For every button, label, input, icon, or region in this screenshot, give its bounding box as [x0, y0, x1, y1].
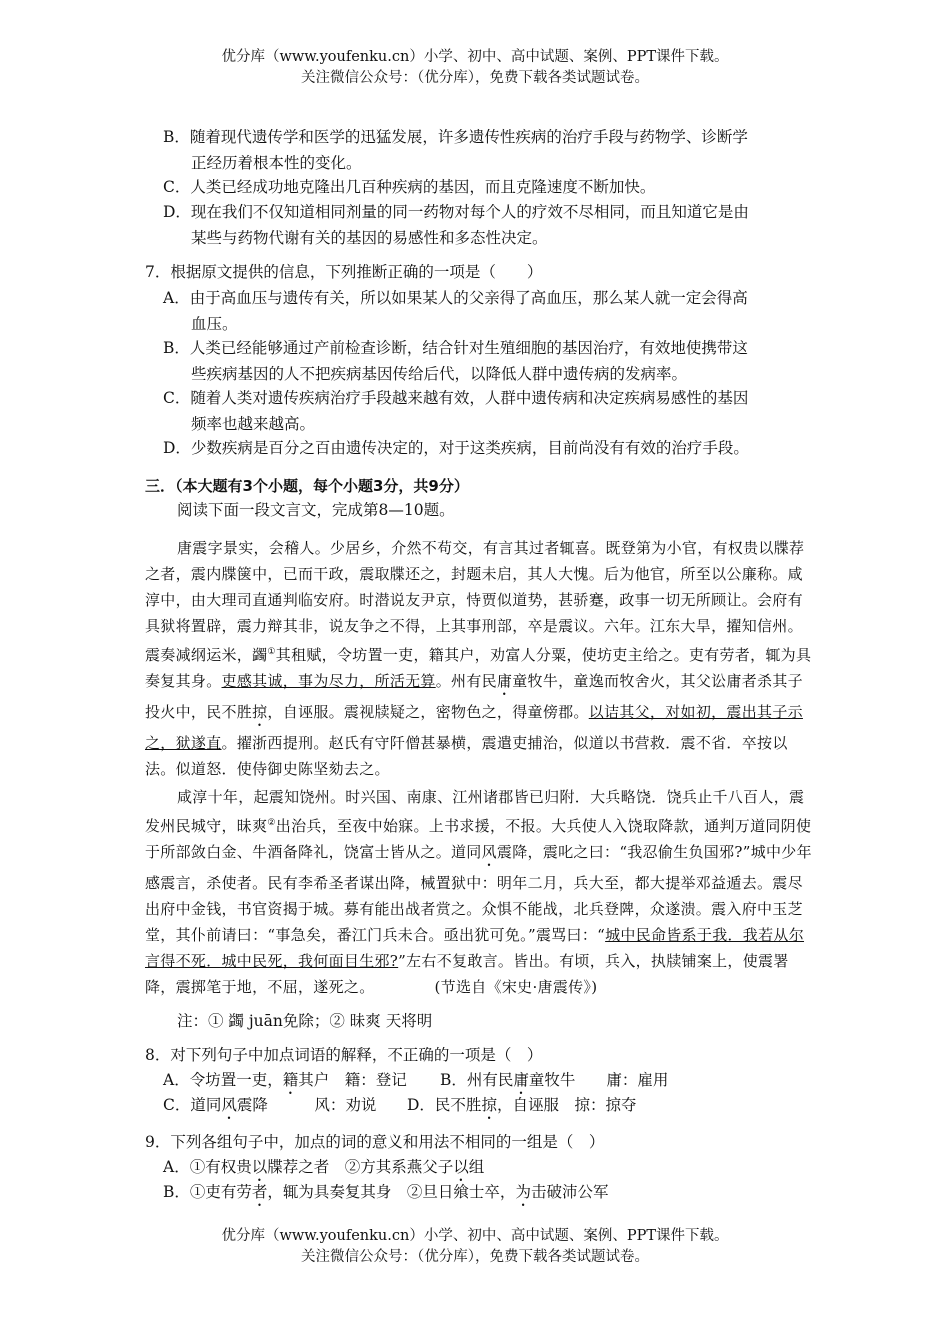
q6-option-d	[163, 199, 823, 251]
q9-option-text: 牒荐之者 ②方其系燕父子	[267, 1158, 454, 1176]
passage-text: 童牧牛，童逸而牧舍火，其父讼庸者杀其子投火中，民不胜	[145, 672, 803, 721]
q6-option-c	[163, 174, 823, 200]
q8-option-text: 童牧牛 庸：雇用	[528, 1071, 669, 1089]
q8-option-text: ，自诬服 掠：掠夺	[496, 1096, 637, 1114]
passage-paragraph-2	[145, 784, 815, 1000]
q7-option-c-line2: 频率也越来越高。	[191, 415, 316, 433]
q8-option-text: C．道同	[163, 1096, 222, 1114]
dotted-word-yong: 庸	[496, 672, 513, 690]
passage-text: ”左右不复敢言。皆出。有顷，兵入，执牍铺案上，使震署降，震掷笔于地，不屈，遂死之。	[145, 952, 789, 996]
dotted-word-yi: 以	[251, 1158, 268, 1176]
dotted-word-wei: 为	[515, 1183, 531, 1201]
page-footer	[0, 1226, 950, 1268]
q8-option-text: B．州有民	[440, 1071, 514, 1089]
q8-option-text: 其户 籍：登记	[298, 1071, 407, 1089]
dotted-word-lue: 掠	[481, 1096, 497, 1114]
passage-note: 注：① 蠲 juān免除；② 昧爽 天将明	[177, 1012, 433, 1030]
q6-option-b-line1: B．随着现代遗传学和医学的迅猛发展，许多遗传性疾病的治疗手段与药物学、诊断学	[163, 128, 748, 146]
q6-option-d-line2: 某些与药物代谢有关的基因的易感性和多态性决定。	[191, 229, 548, 247]
passage-paragraph-1	[145, 535, 815, 782]
q9-option-text: ，辄为具奏复其身 ②旦日飨士卒，	[267, 1183, 516, 1201]
q7-option-b	[163, 335, 823, 387]
dotted-word-yi: 以	[453, 1158, 469, 1176]
q7-option-b-line1: B．人类已经能够通过产前检查诊断，结合针对生殖细胞的基因治疗，有效地使携带这	[163, 339, 748, 357]
passage-text: 咸淳十年，起震知饶州。时兴国、南康、江州诸郡皆已归附．大兵略饶．饶兵止千八百人，震发州民城守，昧爽	[145, 788, 805, 835]
section-3-intro: 阅读下面一段文言文，完成第8—10题。	[177, 501, 455, 519]
q7-option-a-line2: 血压。	[191, 315, 238, 333]
q8-stem: 8．对下列句子中加点词语的解释，不正确的一项是（ ）	[145, 1046, 543, 1064]
dotted-word-ji: 籍	[282, 1071, 299, 1089]
q8-option-text: 震降 风：劝说	[236, 1096, 377, 1114]
q6-option-c-line1: C．人类已经成功地克隆出几百种疾病的基因，而且克隆速度不断加快。	[163, 178, 656, 196]
q7-option-a-line1: A．由于高血压与遗传有关，所以如果某人的父亲得了高血压，那么某人就一定会得高	[163, 289, 748, 307]
q9-option-text: 组	[468, 1158, 485, 1176]
q7-option-d	[163, 435, 823, 461]
q7-option-c	[163, 385, 823, 437]
dotted-word-feng: 风	[221, 1096, 237, 1114]
q7-option-c-line1: C．随着人类对遗传疾病治疗手段越来越有效，人群中遗传病和决定疾病易感性的基因	[163, 389, 749, 407]
section-3-title: 三．（本大题有3个小题，每个小题3分，共9分）	[145, 477, 469, 495]
dotted-word-feng: 风	[481, 843, 497, 861]
passage-text: 。擢浙西提刑。赵氏有守阡僧甚暴横，震遣吏捕治，似道以书营救．震不省．卒按以法。似道怒．使侍御史陈坚劾去之。	[145, 734, 788, 778]
footer-line-1: 优分库（www.youfenku.cn）小学、初中、高中试题、案例、PPT课件下载。	[221, 1228, 729, 1244]
header-line-1: 优分库（www.youfenku.cn）小学、初中、高中试题、案例、PPT课件下载。	[221, 49, 729, 65]
footnote-marker-1: ①	[267, 647, 276, 657]
dotted-word-zhe: 者	[251, 1183, 268, 1201]
passage-text: 出治兵，至夜中始寐。上书求援，不报。大兵使人入饶取降款，通判万道同阴使于所部敛白金、牛酒备降礼，饶富士皆从之。道同	[145, 817, 812, 861]
header-line-2: 关注微信公众号：（优分库），免费下载各类试题试卷。	[301, 70, 649, 86]
footnote-marker-2: ②	[267, 818, 276, 828]
q9-option-b	[163, 1179, 823, 1210]
underlined-sentence-3: 城中民命皆系于我．我若从尔言得不死．城中民死，我何面目生邪?	[145, 926, 805, 970]
page-header	[0, 47, 950, 89]
passage-source: (节选自《宋史·唐震传》)	[434, 978, 598, 996]
passage-text: 其租赋，令坊置一吏，籍其户，劝富人分粟，使坊吏主给之。吏有劳者，辄为具奏复其身。	[145, 646, 812, 690]
q8-option-d	[407, 1092, 727, 1123]
underlined-sentence-1: 吏感其诚，事为尽力，所活无算	[221, 672, 436, 690]
q7-option-a	[163, 285, 823, 337]
dotted-word-lue: 掠	[252, 703, 268, 721]
passage-text: 震降，震叱之曰：“我忍偷生负国邪?”城中少年感震言，杀使者。民有李希圣者谋出降，械置狱中：明年二月，兵大至，都大提举邓益遁去。震尽出府中金钱，书官资揭于城。募有能出战者赏之。众惧不能战，北兵登陴，众遂溃。震入府中玉芝堂，其仆前请曰：“事急矣，番江门兵未合。亟出犹可免。”震骂曰：“	[145, 843, 812, 944]
passage-text: 唐震字景实，会稽人。少居乡，介然不苟交，有言其过者辄喜。既登第为小官，有权贵以牒荐之者，震内牒箧中，已而干政，震取牒还之，封题未启，其人大愧。后为他官，所至以公廉称。咸淳中，由大理司直通判临安府。时潜说友尹京，恃贾似道势，甚骄蹇，政事一切无所顾让。会府有具狱将置辟，震力辩其非，说友争之不得，上其事刑部，卒是震议。六年。江东大旱，擢知信州。震奏减纲运米，蠲	[145, 539, 805, 664]
q9-option-text: A．①有权贵	[163, 1158, 252, 1176]
q7-stem: 7．根据原文提供的信息，下列推断正确的一项是（ ）	[145, 263, 543, 281]
q7-option-b-line2: 些疾病基因的人不把疾病基因传给后代，以降低人群中遗传病的发病率。	[191, 365, 688, 383]
dotted-word-yong: 庸	[513, 1071, 529, 1089]
q9-option-text: B．①吏有劳	[163, 1183, 252, 1201]
q6-option-b-line2: 正经历着根本性的变化。	[191, 154, 362, 172]
passage-text: 。州有民	[435, 672, 497, 690]
footer-line-2: 关注微信公众号：（优分库），免费下载各类试题试卷。	[301, 1249, 649, 1265]
q6-option-d-line1: D．现在我们不仅知道相同剂量的同一药物对每个人的疗效不尽相同，而且知道它是由	[163, 203, 749, 221]
q8-option-text: A．令坊置一吏，	[163, 1071, 283, 1089]
passage-text: ，自诬服。震视牍疑之，密物色之，得童傍郡。	[267, 703, 589, 721]
q6-option-b	[163, 124, 823, 176]
q8-option-text: D．民不胜	[407, 1096, 482, 1114]
q9-stem: 9．下列各组句子中，加点的词的意义和用法不相同的一组是（ ）	[145, 1133, 605, 1151]
q9-option-text: 击破沛公军	[530, 1183, 609, 1201]
underlined-sentence-2: 以诘其父，对如初，震出其子示之，狱遂直	[145, 703, 803, 752]
q7-option-d-line1: D．少数疾病是百分之百由遗传决定的，对于这类疾病，目前尚没有有效的治疗手段。	[163, 439, 749, 457]
